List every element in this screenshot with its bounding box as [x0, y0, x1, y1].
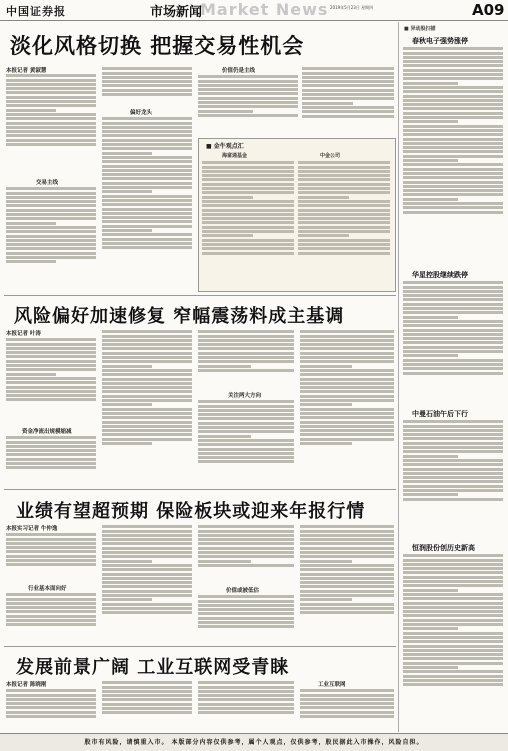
sidebar-item-4-text	[403, 553, 503, 729]
story3-subhead-2: 价值或被低估	[226, 588, 260, 594]
sidebar-item-3-text	[403, 419, 503, 529]
divider-story2	[4, 295, 396, 296]
sidebar-item-3-title: 中曼石油午后下行	[412, 409, 468, 418]
opinion-box-title: ■ 金牛观点汇	[206, 143, 244, 150]
story4-col2-text	[102, 680, 192, 730]
story1-col2-text	[102, 66, 192, 106]
story3-col2-text	[102, 524, 192, 642]
story2-byline: 本报记者 叶涛	[6, 331, 41, 337]
story3-col3-text-b	[198, 594, 294, 642]
story3-col4-text	[300, 524, 394, 642]
story1-col2-text-b	[102, 116, 192, 291]
story1-subhead-2: 偏好龙头	[130, 110, 153, 116]
divider-story3	[4, 489, 396, 490]
story1-byline: 本报记者 黄淑慧	[6, 68, 47, 74]
section-title-en: Market News	[200, 0, 329, 19]
story1-col3-text	[198, 74, 298, 134]
sidebar-item-4-title: 恒润股份创历史新高	[412, 543, 475, 552]
sidebar-tag: ■ 异动股扫描	[404, 26, 436, 32]
story2-col3-text	[198, 329, 294, 389]
story1-subhead-1: 交易主线	[36, 180, 59, 186]
footer-disclaimer: 股市有风险，请慎重入市。 本版部分内容仅供参考，属个人观点，仅供参考，股民据此入市操作，风险自担。	[84, 739, 424, 746]
story1-subhead-3: 价值仍是主线	[222, 68, 256, 74]
story3-byline: 本报实习记者 牛仲逸	[6, 526, 58, 532]
section-title: 市场新闻	[150, 5, 203, 20]
divider-story4	[4, 646, 396, 647]
opinion-text-2	[298, 160, 390, 285]
story1-col4-text	[302, 66, 394, 134]
story3-col1-text-b	[6, 592, 96, 642]
story3-headline: 业绩有望超预期 保险板块或迎来年报行情	[16, 501, 366, 522]
sidebar-divider	[398, 22, 399, 732]
story4-byline: 本报记者 陈晓刚	[6, 682, 47, 688]
story2-col4-text	[300, 329, 394, 485]
sidebar-item-2-title: 华星控股继续跌停	[412, 270, 468, 279]
story1-col1-text-b	[6, 186, 96, 291]
opinion-text-1	[202, 160, 294, 285]
story4-col4-text	[300, 688, 394, 730]
story3-col3-text	[198, 524, 294, 584]
story4-subhead-1: 工业互联网	[318, 682, 346, 688]
story1-col1-text	[6, 73, 96, 173]
sidebar-item-1-title: 春秋电子强势涨停	[412, 36, 468, 45]
opinion-label-2: 中金公司	[320, 153, 341, 159]
dateline: 2019年5月23日 星期四	[330, 5, 374, 10]
newspaper-logo: 中国证券报	[6, 5, 66, 18]
story4-col3-text	[198, 680, 294, 730]
sidebar-item-1-text	[403, 46, 503, 266]
story2-col1-text-b	[6, 435, 96, 485]
sidebar-item-2-text	[403, 280, 503, 405]
story2-headline: 风险偏好加速修复 窄幅震荡料成主基调	[14, 306, 345, 327]
story2-col2-text	[102, 329, 192, 485]
story2-subhead-2: 关注两大方向	[228, 393, 262, 399]
story4-headline: 发展前景广阔 工业互联网受青睐	[16, 657, 290, 678]
story3-col1-text	[6, 532, 96, 582]
story2-col3-text-b	[198, 399, 294, 485]
opinion-label-1: 海富通基金	[222, 153, 248, 159]
story1-headline: 淡化风格切换 把握交易性机会	[10, 33, 305, 58]
story3-subhead-1: 行业基本面向好	[28, 586, 67, 592]
story4-col1-text	[6, 688, 96, 730]
page-number: A09	[472, 1, 505, 19]
story2-col1-text	[6, 337, 96, 425]
story2-subhead-1: 资金净流出规模缩减	[22, 429, 72, 435]
